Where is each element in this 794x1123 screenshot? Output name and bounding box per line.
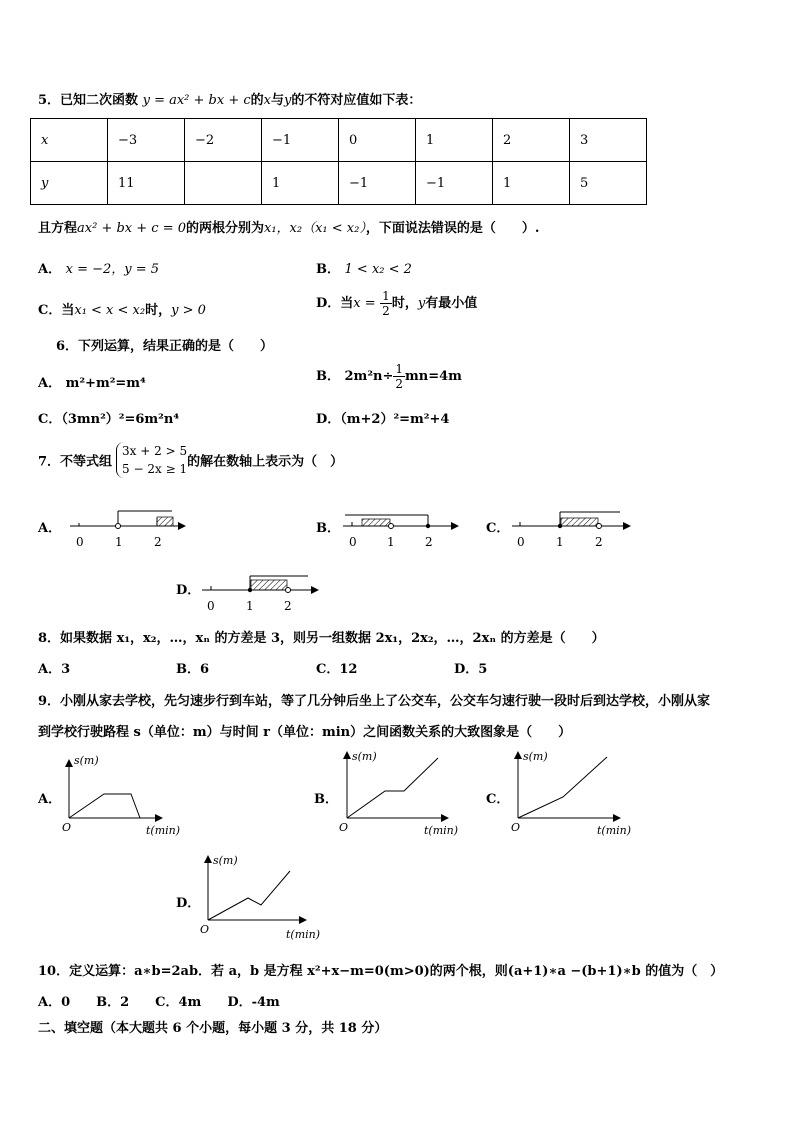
q7-number-line-a[interactable] (70, 511, 185, 549)
table-cell: y (31, 162, 108, 205)
x-axis-label: t(min) (424, 824, 459, 837)
q7-stem: 7．不等式组 3x + 2 > 5 5 − 2x ≥ 1 的解在数轴上表示为（ ） (38, 444, 344, 476)
q8-option-c[interactable]: C．12 (316, 662, 358, 677)
origin-label: O (62, 821, 72, 834)
q6-option-a[interactable]: A． m²+m²=m⁴ (38, 376, 146, 391)
q7-option-b-label[interactable]: B． (316, 521, 340, 536)
y-axis-label: s(m) (213, 854, 238, 867)
q9-option-d-label[interactable]: D． (176, 896, 201, 911)
table-cell: 0 (339, 119, 416, 162)
closed-point (248, 588, 252, 592)
origin-label: O (200, 923, 210, 936)
origin-label: O (511, 821, 521, 834)
closed-point (426, 524, 430, 528)
table-cell: −3 (108, 119, 185, 162)
q6-option-b[interactable]: B． 2m²n÷ $\frac{1}{2}$ mn=4m (316, 362, 462, 391)
tick-label: 1 (556, 535, 564, 549)
open-point (389, 524, 394, 529)
table-cell: 1 (416, 119, 493, 162)
table-row (31, 119, 647, 162)
open-point (116, 524, 121, 529)
table-cell (185, 162, 262, 205)
table-cell: −1 (262, 119, 339, 162)
q7-number-line-b[interactable] (343, 515, 458, 549)
open-point (597, 524, 602, 529)
tick-label: 1 (387, 535, 395, 549)
tick-label: 0 (517, 535, 525, 549)
q5-option-b[interactable]: B． 1 < x₂ < 2 (316, 262, 412, 277)
tick-label: 2 (154, 535, 162, 549)
q5-option-c[interactable]: C．当x₁ < x < x₂时，y > 0 (38, 303, 206, 318)
q9-graph-a[interactable] (62, 754, 180, 837)
open-point (286, 588, 291, 593)
fraction: $\frac{1}{2}$ (382, 289, 390, 318)
fraction: $\frac{1}{2}$ (395, 362, 403, 391)
x-axis-label: t(min) (286, 928, 321, 941)
q7-number-line-d[interactable] (202, 576, 318, 613)
table-cell: 3 (570, 119, 647, 162)
y-axis-label: s(m) (523, 750, 548, 763)
table-cell: 2 (493, 119, 570, 162)
q9-stem-line1: 9．小刚从家去学校，先匀速步行到车站，等了几分钟后坐上了公交车，公交车匀速行驶一段时后到达学校，小刚从家 (38, 694, 711, 709)
q10-stem: 10．定义运算：a∗b=2ab．若 a，b 是方程 x²+x−m=0(m>0)的两个根，则(a+1)∗a −(b+1)∗b 的值为（ ） (38, 964, 724, 979)
q6-stem: 6．下列运算，结果正确的是（ ） (56, 339, 274, 354)
tick-label: 0 (349, 535, 357, 549)
table-cell: −2 (185, 119, 262, 162)
tick-label: 2 (595, 535, 603, 549)
q10-options[interactable]: A．0 B．2 C．4m D．-4m (38, 995, 280, 1010)
tick-label: 1 (115, 535, 123, 549)
x-axis-label: t(min) (146, 824, 181, 837)
table-cell: 1 (262, 162, 339, 205)
q5-option-d[interactable]: D．当x = $\frac{1}{2}$ 时，y有最小值 (316, 289, 478, 318)
q8-option-b[interactable]: B．6 (176, 662, 210, 677)
q8-stem: 8．如果数据 x₁，x₂，…，xₙ 的方差是 3，则另一组数据 2x₁，2x₂，…，2xₙ 的方差是（ ） (38, 631, 605, 646)
q9-option-a-label[interactable]: A． (38, 792, 62, 807)
x-axis-label: t(min) (597, 824, 632, 837)
q5-option-a[interactable]: A． x = −2，y = 5 (38, 262, 160, 277)
section-title: 二、填空题（本大题共 6 个小题，每小题 3 分，共 18 分） (38, 1021, 388, 1036)
q9-graph-b[interactable] (339, 750, 458, 837)
q9-graph-c[interactable] (511, 750, 631, 837)
table-cell: −1 (416, 162, 493, 205)
table-cell: −1 (339, 162, 416, 205)
q5-followup: 且方程ax² + bx + c = 0的两根分别为x₁，x₂（x₁ < x₂），下面说法错误的是（ ）. (38, 221, 540, 236)
q8-option-d[interactable]: D．5 (454, 662, 488, 677)
q5-value-table (30, 118, 647, 205)
table-cell: 5 (570, 162, 647, 205)
q9-graph-d[interactable] (200, 854, 320, 941)
closed-point (558, 524, 562, 528)
y-axis-label: s(m) (74, 754, 99, 767)
inequality-system: 3x + 2 > 5 5 − 2x ≥ 1 (116, 442, 187, 478)
table-row (31, 162, 647, 205)
origin-label: O (339, 821, 349, 834)
q5-stem: 5．已知二次函数 y = ax² + bx + c的x与y的不符对应值如下表： (38, 93, 422, 108)
y-axis-label: s(m) (352, 750, 377, 763)
q8-option-a[interactable]: A．3 (38, 662, 71, 677)
q7-option-a-label[interactable]: A． (38, 521, 62, 536)
table-cell: 11 (108, 162, 185, 205)
q7-number-line-c[interactable] (512, 512, 630, 549)
tick-label: 1 (246, 599, 254, 613)
q9-option-c-label[interactable]: C． (486, 792, 510, 807)
table-cell: 1 (493, 162, 570, 205)
q6-option-c[interactable]: C．（3mn²）²=6m²n⁴ (38, 412, 180, 427)
tick-label: 0 (207, 599, 215, 613)
table-cell: x (31, 119, 108, 162)
q9-option-b-label[interactable]: B． (314, 792, 338, 807)
tick-label: 2 (284, 599, 292, 613)
tick-label: 2 (425, 535, 433, 549)
q7-option-d-label[interactable]: D． (176, 583, 201, 598)
q7-option-c-label[interactable]: C． (486, 521, 510, 536)
q9-stem-line2: 到学校行驶路程 s（单位：m）与时间 r（单位：min）之间函数关系的大致图象是（ ） (38, 725, 572, 740)
tick-label: 0 (76, 535, 84, 549)
q6-option-d[interactable]: D．（m+2）²=m²+4 (316, 412, 450, 427)
